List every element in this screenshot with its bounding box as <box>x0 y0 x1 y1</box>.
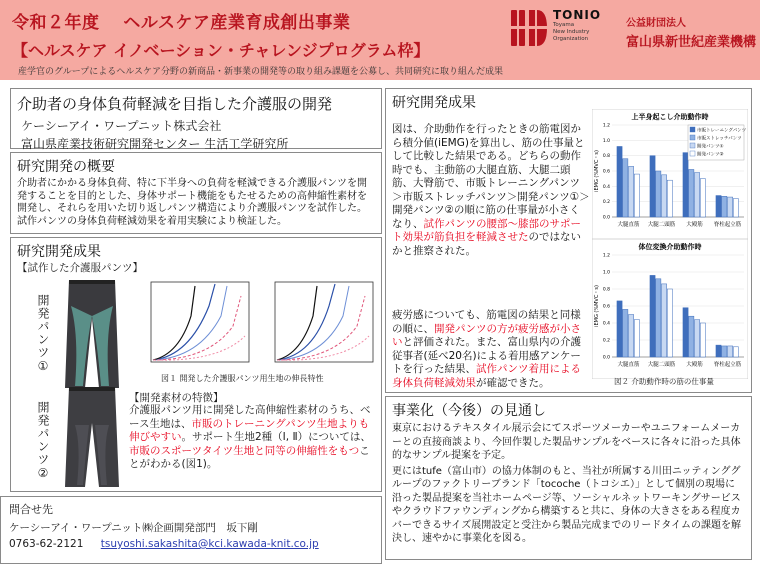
chart-tick-label: 1.2 <box>602 253 610 259</box>
contact-box <box>0 496 382 564</box>
chart-bar <box>617 301 622 357</box>
results-right-paragraph1 <box>392 123 590 258</box>
project-title: 介助者の身体負荷軽減を目指した介護服の開発 <box>17 95 333 113</box>
figure1-stretch-graph <box>129 276 379 374</box>
pants-a-image <box>63 278 121 390</box>
chart-category-label: 脊柱起立筋 <box>713 222 742 228</box>
legend-swatch <box>690 151 695 156</box>
org-type: 公益財団法人 <box>626 18 686 29</box>
chart-bar <box>722 196 727 217</box>
chart-bar <box>733 347 738 357</box>
feature-text-part: ことがわかる(図1)。 <box>129 444 370 470</box>
chart-bar <box>695 173 700 217</box>
results-left-heading: 研究開発成果 <box>17 244 101 260</box>
muscle-chart-turn <box>592 239 748 379</box>
commercialization-text1: 東京におけるテキスタイル展示会にてスポーツメーカーやユニフォームメーカーとの直接商談より、今回作製した製品サンプルをベースに各々に沿った具体的なサンプル提案を予定。 <box>392 423 741 461</box>
pants-b-image <box>63 385 121 489</box>
feature-text-part: 。サポート生地2種（Ⅰ, Ⅱ）については、 <box>181 431 371 443</box>
chart-tick-label: 1.0 <box>602 138 610 144</box>
legend-swatch <box>690 127 695 132</box>
figure1-caption: 図１ 開発した介護服パンツ用生地の伸長特性 <box>161 374 324 383</box>
chart-tick-label: 1.2 <box>602 123 610 129</box>
feature-text-part: 介護服パンツ用に開発した高伸縮性素材のうち、ベース生地は、 <box>129 404 371 430</box>
project-title-box <box>10 88 382 149</box>
chart-tick-label: 0.4 <box>602 321 610 327</box>
results-left-box <box>10 237 382 492</box>
chart-bar <box>656 279 661 357</box>
program-name: 【ヘルスケア イノベーション・チャレンジプログラム枠】 <box>12 41 430 60</box>
chart-bar <box>716 196 721 217</box>
chart-category-label: 大腿二頭筋 <box>647 222 676 228</box>
header-banner <box>0 0 760 80</box>
chart-bar <box>623 309 628 357</box>
pants-label: 【試作した介護服パンツ】 <box>17 262 143 274</box>
overview-heading: 研究開発の概要 <box>17 159 115 175</box>
year-title: 令和２年度 ヘルスケア産業育成創出事業 <box>12 13 351 33</box>
chart-tick-label: 0.4 <box>602 184 610 190</box>
contact-email-link[interactable]: tsuyoshi.sakashita@kci.kawada-knit.co.jp <box>100 538 319 550</box>
logo-sub-line: Toyama <box>553 22 575 28</box>
results-highlight: 試作パンツの腰部～膝部のサポート効果が筋負担を軽減させた <box>392 217 581 243</box>
pants-b-label: 開発パンツ② <box>36 401 50 481</box>
chart-bar <box>662 284 667 357</box>
chart-bar <box>650 156 655 217</box>
results-highlight: 試作パンツ着用による身体負荷軽減効果 <box>392 363 581 389</box>
chart-ylabel: iEMG (%MVC・s) <box>594 150 600 192</box>
overview-text: 介助者にかかる身体負荷、特に下半身への負荷を軽減できる介護服パンツを開発することを目的とした、身体サポート機能をもたせるための高伸縮性素材を開発し、それらを用いた切り返しパンツ構造により介護服パンツを試作した。試作パンツの身体負荷軽減効果を着用実験により検証した。 <box>17 178 367 227</box>
chart-bar <box>695 320 700 357</box>
contact-phone: 0763-62-2121 <box>9 538 84 550</box>
chart-tick-label: 0.8 <box>602 287 610 293</box>
feature-text <box>129 404 379 472</box>
results-right-paragraph2 <box>392 309 590 390</box>
results-text-part: のではないかと推察された。 <box>392 231 581 257</box>
chart-bar <box>689 169 694 217</box>
org-title: 富山県新世紀産業機構 <box>626 35 757 50</box>
chart-tick-label: 0.8 <box>602 154 610 160</box>
chart-tick-label: 0.6 <box>602 169 610 175</box>
graph1-panel-left <box>151 282 249 362</box>
chart-bar <box>634 320 639 357</box>
chart-category-label: 大腿直筋 <box>617 362 640 368</box>
results-text-part: 図は、介助動作を行ったときの筋電図から積分値(iEMG)を算出し、筋の仕事量として比較した結果である。どちらの動作時でも、主動筋の大腿直筋、大腿二頭筋、大臀筋で、市販トレーニングパンツ＞市販ストレッチパンツ＞開発パンツ①＞開発パンツ②の順に筋の仕事量が小さくなり、 <box>392 123 590 230</box>
results-text-part: と評価された。また、富山県内の介護従事者(延べ20名)による着用感アンケートを行った結果、 <box>392 336 581 375</box>
legend-label: 開発パンツ① <box>697 144 724 150</box>
chart-bar <box>728 197 733 217</box>
chart-tick-label: 0.0 <box>602 215 610 221</box>
results-text-part: 疲労感についても、筋電図の結果と同様の順に、 <box>392 309 581 335</box>
legend-label: 開発パンツ② <box>697 152 724 158</box>
chart-bar <box>667 180 672 217</box>
commercialization-box <box>385 396 752 560</box>
chart-tick-label: 0.2 <box>602 200 610 206</box>
organization-name <box>626 14 756 50</box>
feature-title: 【開発素材の特徴】 <box>129 392 224 404</box>
results-highlight: 開発パンツの方が疲労感が小さい <box>392 322 581 348</box>
logo-text <box>553 8 601 43</box>
chart-bar <box>629 315 634 358</box>
legend-swatch <box>690 135 695 140</box>
tonio-logo-icon <box>507 8 549 48</box>
chart-category-label: 大腿二頭筋 <box>647 362 676 368</box>
chart-bar <box>683 153 688 217</box>
chart-bar <box>629 166 634 217</box>
chart-category-label: 大殿筋 <box>686 362 703 368</box>
chart-bar <box>700 179 705 217</box>
contact-heading: 問合せ先 <box>9 503 53 516</box>
feature-highlight: 市販のスポーツタイツ生地と同等の伸縮性をもつ <box>129 444 360 457</box>
chart-bar <box>667 289 672 357</box>
pants-a-label: 開発パンツ① <box>36 294 50 374</box>
chart-bar <box>656 171 661 217</box>
chart-category-label: 大殿筋 <box>686 222 703 228</box>
logo-sub-line: Organization <box>553 36 589 42</box>
chart-bar <box>716 345 721 357</box>
chart-category-label: 大腿直筋 <box>617 222 640 228</box>
commercialization-heading: 事業化（今後）の見通し <box>392 403 546 419</box>
chart-bar <box>634 174 639 217</box>
chart-bar <box>689 316 694 357</box>
chart-bar <box>722 346 727 357</box>
chart-category-label: 脊柱起立筋 <box>713 362 742 368</box>
chart-bar <box>650 275 655 357</box>
chart-bar <box>733 199 738 217</box>
legend-label: 市販トレーニングパンツ <box>697 128 747 134</box>
chart-title: 上半身起こし介助動作時 <box>631 113 709 121</box>
logo-sub-line: New Industry <box>553 29 590 35</box>
chart-bar <box>617 146 622 217</box>
muscle-chart-lift <box>592 109 748 239</box>
results-text-part: が確認できた。 <box>476 376 550 389</box>
company-name: ケーシーアイ・ワープニット株式会社 <box>21 119 222 133</box>
contact-department: ケーシーアイ・ワープニット㈱企画開発部門 坂下剛 <box>9 522 258 534</box>
contact-line <box>9 538 373 550</box>
chart-ylabel: iEMG (%MVC・s) <box>594 285 600 327</box>
chart-tick-label: 0.2 <box>602 338 610 344</box>
results-right-heading: 研究開発成果 <box>392 95 476 111</box>
chart-tick-label: 1.0 <box>602 270 610 276</box>
chart-tick-label: 0.0 <box>602 355 610 361</box>
lab-name: 富山県産業技術研究開発センター 生活工学研究所 <box>21 137 289 151</box>
overview-box <box>10 152 382 234</box>
feature-highlight: 市販のトレーニングパンツ生地よりも伸びやすい <box>129 417 370 443</box>
results-right-box <box>385 88 752 393</box>
commercialization-text2: 更にはtufe（富山市）の協力体制のもと、当社が所属する川田ニッティンググループのファクトリーブランド「tocoche（トコシエ）」として個別の現場に沿った製品提案を当社ホームページ等、ソーシャルネットワーキングサービスやクラウドファウンディングから構築すると共に、身体の大きさをある程度カバーできるサイズ展開設定と受注から製品完成までのリードタイムの課題を解決し、速やかに事業化を図る。 <box>392 465 741 544</box>
legend-label: 市販ストレッチパンツ <box>697 136 742 142</box>
chart-tick-label: 0.6 <box>602 304 610 310</box>
figure2-caption: 図２ 介助動作時の筋の仕事量 <box>614 377 714 386</box>
graph1-panel-right <box>275 282 373 362</box>
chart-bar <box>700 323 705 357</box>
chart-title: 体位変換介助動作時 <box>638 243 702 251</box>
chart-bar <box>728 346 733 357</box>
legend-swatch <box>690 143 695 148</box>
program-subtitle: 産学官のグループによるヘルスケア分野の新商品・新事業の開発等の取り組み課題を公募し、共同研究に取り組んだ成果 <box>18 67 504 77</box>
chart-bar <box>662 175 667 217</box>
chart-bar <box>683 308 688 357</box>
logo-name: TONIO <box>553 8 602 22</box>
chart-bar <box>623 159 628 217</box>
